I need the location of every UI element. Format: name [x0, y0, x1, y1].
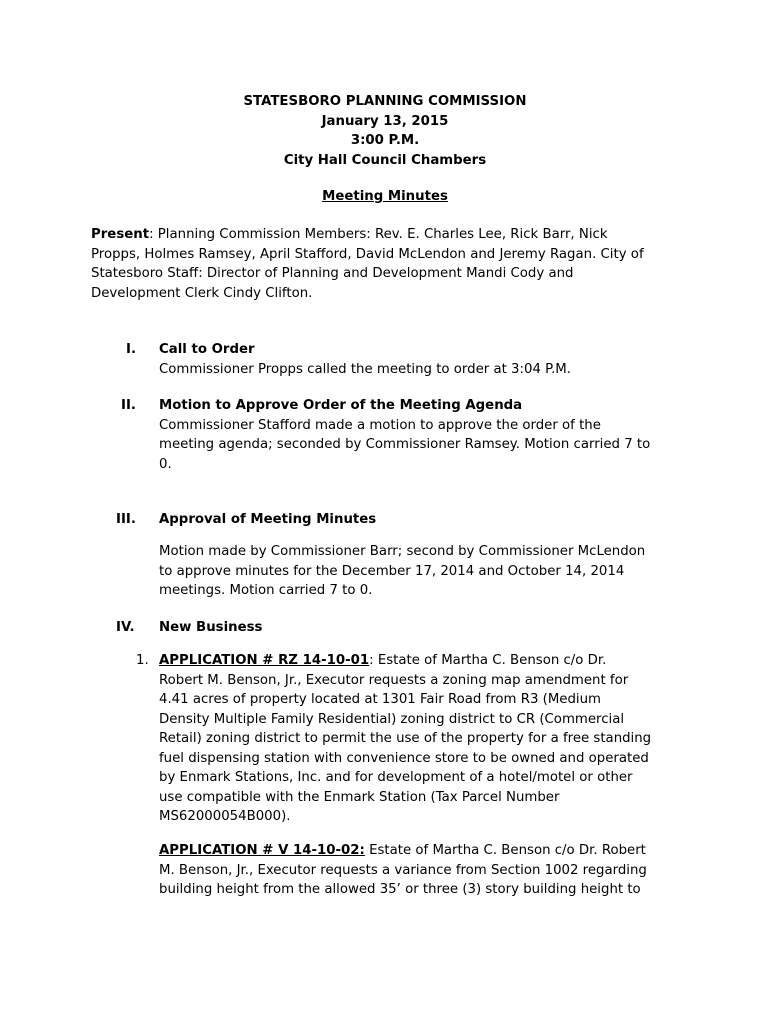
section-text-line: Motion made by Commissioner Barr; second by Commissioner McLendon: [159, 544, 646, 559]
section-text-line: meeting agenda; seconded by Commissioner Ramsey. Motion carried 7 to: [159, 437, 651, 452]
section-text-line: 0.: [159, 456, 172, 472]
present-line: Propps, Holmes Ramsey, April Stafford, David McLendon and Jeremy Ragan. City of: [91, 246, 644, 262]
application-v-14-10-02: [159, 841, 647, 900]
application-label: APPLICATION # V 14-10-02:: [159, 843, 365, 858]
present-line: Statesboro Staff: Director of Planning and Development Mandi Cody and: [91, 266, 574, 281]
section-heading: Call to Order: [159, 342, 255, 357]
section-numeral: II.: [121, 398, 136, 413]
minutes-title-wrap: [0, 187, 770, 207]
application-label: APPLICATION # RZ 14-10-01: [159, 653, 370, 668]
meeting-location: City Hall Council Chambers: [283, 152, 487, 168]
present-label: Present: [91, 227, 150, 242]
document-header: [0, 92, 770, 170]
meeting-date: January 13, 2015: [321, 113, 449, 129]
section-heading: Motion to Approve Order of the Meeting Agenda: [159, 398, 523, 413]
application-rz-14-10-01: [159, 651, 651, 827]
section-text-line: Commissioner Propps called the meeting to order at 3:04 P.M.: [159, 361, 572, 377]
application-text-line: Robert M. Benson, Jr., Executor requests a zoning map amendment for: [159, 672, 629, 688]
section-call-to-order: [159, 340, 571, 379]
section-approval-minutes: [159, 510, 376, 530]
present-line: Present: Planning Commission Members: Rev. E. Charles Lee, Rick Barr, Nick: [91, 227, 608, 242]
section-numeral: IV.: [116, 620, 135, 635]
meeting-time: 3:00 P.M.: [350, 133, 420, 148]
application-text-line: use compatible with the Enmark Station (Tax Parcel Number: [159, 789, 560, 805]
section-heading: Approval of Meeting Minutes: [159, 512, 377, 527]
item-number: 1.: [136, 653, 149, 668]
section-numeral: I.: [126, 342, 136, 357]
application-text-line: Retail) zoning district to permit the use of the property for a free standing: [159, 731, 652, 746]
present-line: Development Clerk Cindy Clifton.: [91, 285, 313, 301]
section-heading: New Business: [159, 620, 263, 635]
application-text-line: M. Benson, Jr., Executor requests a variance from Section 1002 regarding: [159, 862, 647, 878]
application-text-line: by Enmark Stations, Inc. and for development of a hotel/motel or other: [159, 770, 633, 785]
application-first-line: APPLICATION # V 14-10-02: Estate of Martha C. Benson c/o Dr. Robert: [159, 843, 646, 858]
minutes-title: Meeting Minutes: [322, 189, 448, 204]
section-new-business: [159, 618, 262, 638]
section-text-line: Commissioner Stafford made a motion to approve the order of the: [159, 417, 601, 433]
organization-title: STATESBORO PLANNING COMMISSION: [243, 94, 527, 109]
application-text-line: building height from the allowed 35’ or three (3) story building height to: [159, 882, 641, 897]
section-approve-agenda: [159, 396, 650, 474]
application-text-line: fuel dispensing station with convenience store to be owned and operated: [159, 750, 649, 766]
application-text-line: 4.41 acres of property located at 1301 Fair Road from R3 (Medium: [159, 692, 602, 707]
application-text-line: Density Multiple Family Residential) zoning district to CR (Commercial: [159, 711, 625, 727]
section-approval-minutes-body: [159, 542, 645, 601]
section-numeral: III.: [116, 512, 136, 527]
application-first-line: APPLICATION # RZ 14-10-01: Estate of Martha C. Benson c/o Dr.: [159, 653, 607, 668]
application-text-line: MS62000054B000).: [159, 809, 291, 824]
section-text-line: meetings. Motion carried 7 to 0.: [159, 583, 373, 598]
present-paragraph: [91, 225, 644, 303]
section-text-line: to approve minutes for the December 17, 2014 and October 14, 2014: [159, 563, 625, 579]
